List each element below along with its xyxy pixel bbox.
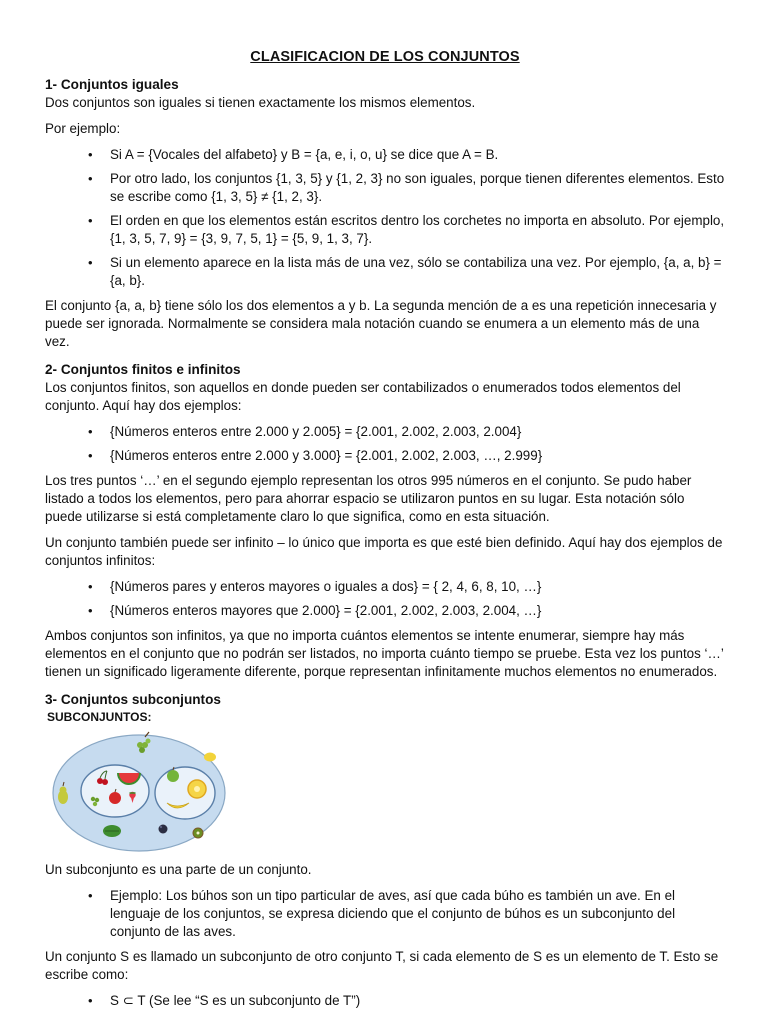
list-item: • S ⊂ T (Se lee “S es un subconjunto de T”): [45, 992, 725, 1010]
subset-right-ellipse: [155, 767, 215, 819]
bullet-list: [45, 146, 725, 290]
section-conjuntos-iguales: [45, 76, 725, 351]
list-item: • Si A = {Vocales del alfabeto} y B = {a, e, i, o, u} se dice que A = B.: [45, 146, 725, 164]
list-item: • {Números pares y enteros mayores o iguales a dos} = { 2, 4, 6, 8, 10, …}: [45, 578, 725, 596]
diagram-svg: [49, 727, 229, 855]
section-heading: 2- Conjuntos finitos e infinitos: [45, 362, 241, 377]
section-heading: 3- Conjuntos subconjuntos: [45, 692, 221, 707]
paragraph: Un conjunto S es llamado un subconjunto de otro conjunto T, si cada elemento de S es un elemento de T. Esto se escribe como:: [45, 949, 719, 982]
document-content: [45, 48, 725, 1017]
bullet-list: [45, 578, 725, 620]
paragraph: Por ejemplo:: [45, 121, 121, 136]
document-title: CLASIFICACION DE LOS CONJUNTOS: [250, 49, 520, 65]
bullet-list: [45, 992, 725, 1010]
bullet-list: [45, 423, 725, 465]
figure-caption: SUBCONJUNTOS:: [47, 710, 152, 724]
paragraph: El conjunto {a, a, b} tiene sólo los dos elementos a y b. La segunda mención de a es una repetición innecesaria y puede ser ignorada. Normalmente se considera mala notación cuando se enumera a un elemento más de una vez.: [45, 298, 717, 349]
paragraph: Dos conjuntos son iguales si tienen exactamente los mismos elementos.: [45, 95, 476, 110]
watermelon-bottom-icon: [103, 825, 121, 837]
paragraph: Ambos conjuntos son infinitos, ya que no importa cuántos elementos se intente enumerar, siempre hay más elementos en el conjunto que no podrán ser listados, no importa cuánto tiempo se pruebe. Esta vez los puntos ‘…’ tienen un significado ligeramente diferente, porque representan infinitamente muchos elementos no enumerados.: [45, 628, 724, 679]
section-conjuntos-finitos-infinitos: [45, 361, 725, 681]
paragraph: Un conjunto también puede ser infinito – lo único que importa es que esté bien definido. Aquí hay dos ejemplos de conjuntos infinitos:: [45, 535, 723, 568]
bullet-list: [45, 887, 725, 941]
lemon-icon: [204, 753, 216, 762]
list-item: • Ejemplo: Los búhos son un tipo particular de aves, así que cada búho es también un ave. En el lenguaje de los conjuntos, se expresa diciendo que el conjunto de búhos es un subconjunto del conjunto de las aves.: [45, 887, 725, 941]
section-subconjuntos: [45, 691, 725, 1010]
paragraph: Un subconjunto es una parte de un conjunto.: [45, 862, 312, 877]
subsets-fruit-diagram: [49, 727, 229, 855]
list-item: • {Números enteros entre 2.000 y 3.000} = {2.001, 2.002, 2.003, …, 2.999}: [45, 447, 725, 465]
paragraph: Los tres puntos ‘…’ en el segundo ejemplo representan los otros 995 números en el conjunto. Se pudo haber listado a todos los elementos, pero para ahorrar espacio se utilizaron puntos en su lugar. Esta notación sólo puede utilizarse si está completamente claro lo que significa, como en esta situación.: [45, 473, 692, 524]
paragraph: Los conjuntos finitos, son aquellos en donde pueden ser contabilizados o enumerados todos elementos del conjunto. Aquí hay dos ejemplos:: [45, 380, 681, 413]
list-item: • Si un elemento aparece en la lista más de una vez, sólo se contabiliza una vez. Por ejemplo, {a, a, b} = {a, b}.: [45, 254, 725, 290]
list-item: • El orden en que los elementos están escritos dentro los corchetes no importa en absoluto. Por ejemplo, {1, 3, 5, 7, 9} = {3, 9, 7, 5, 1} = {5, 9, 1, 3, 7}.: [45, 212, 725, 248]
section-heading: 1- Conjuntos iguales: [45, 77, 179, 92]
kiwi-icon: [193, 828, 203, 838]
list-item: • {Números enteros mayores que 2.000} = {2.001, 2.002, 2.003, 2.004, …}: [45, 602, 725, 620]
list-item: • {Números enteros entre 2.000 y 2.005} = {2.001, 2.002, 2.003, 2.004}: [45, 423, 725, 441]
list-item: • Por otro lado, los conjuntos {1, 3, 5} y {1, 2, 3} no son iguales, porque tienen diferentes elementos. Esto se escribe como {1, 3, 5} ≠ {1, 2, 3}.: [45, 170, 725, 206]
blackberry-icon: [159, 825, 168, 834]
pineapple-slice-icon: [188, 780, 206, 798]
